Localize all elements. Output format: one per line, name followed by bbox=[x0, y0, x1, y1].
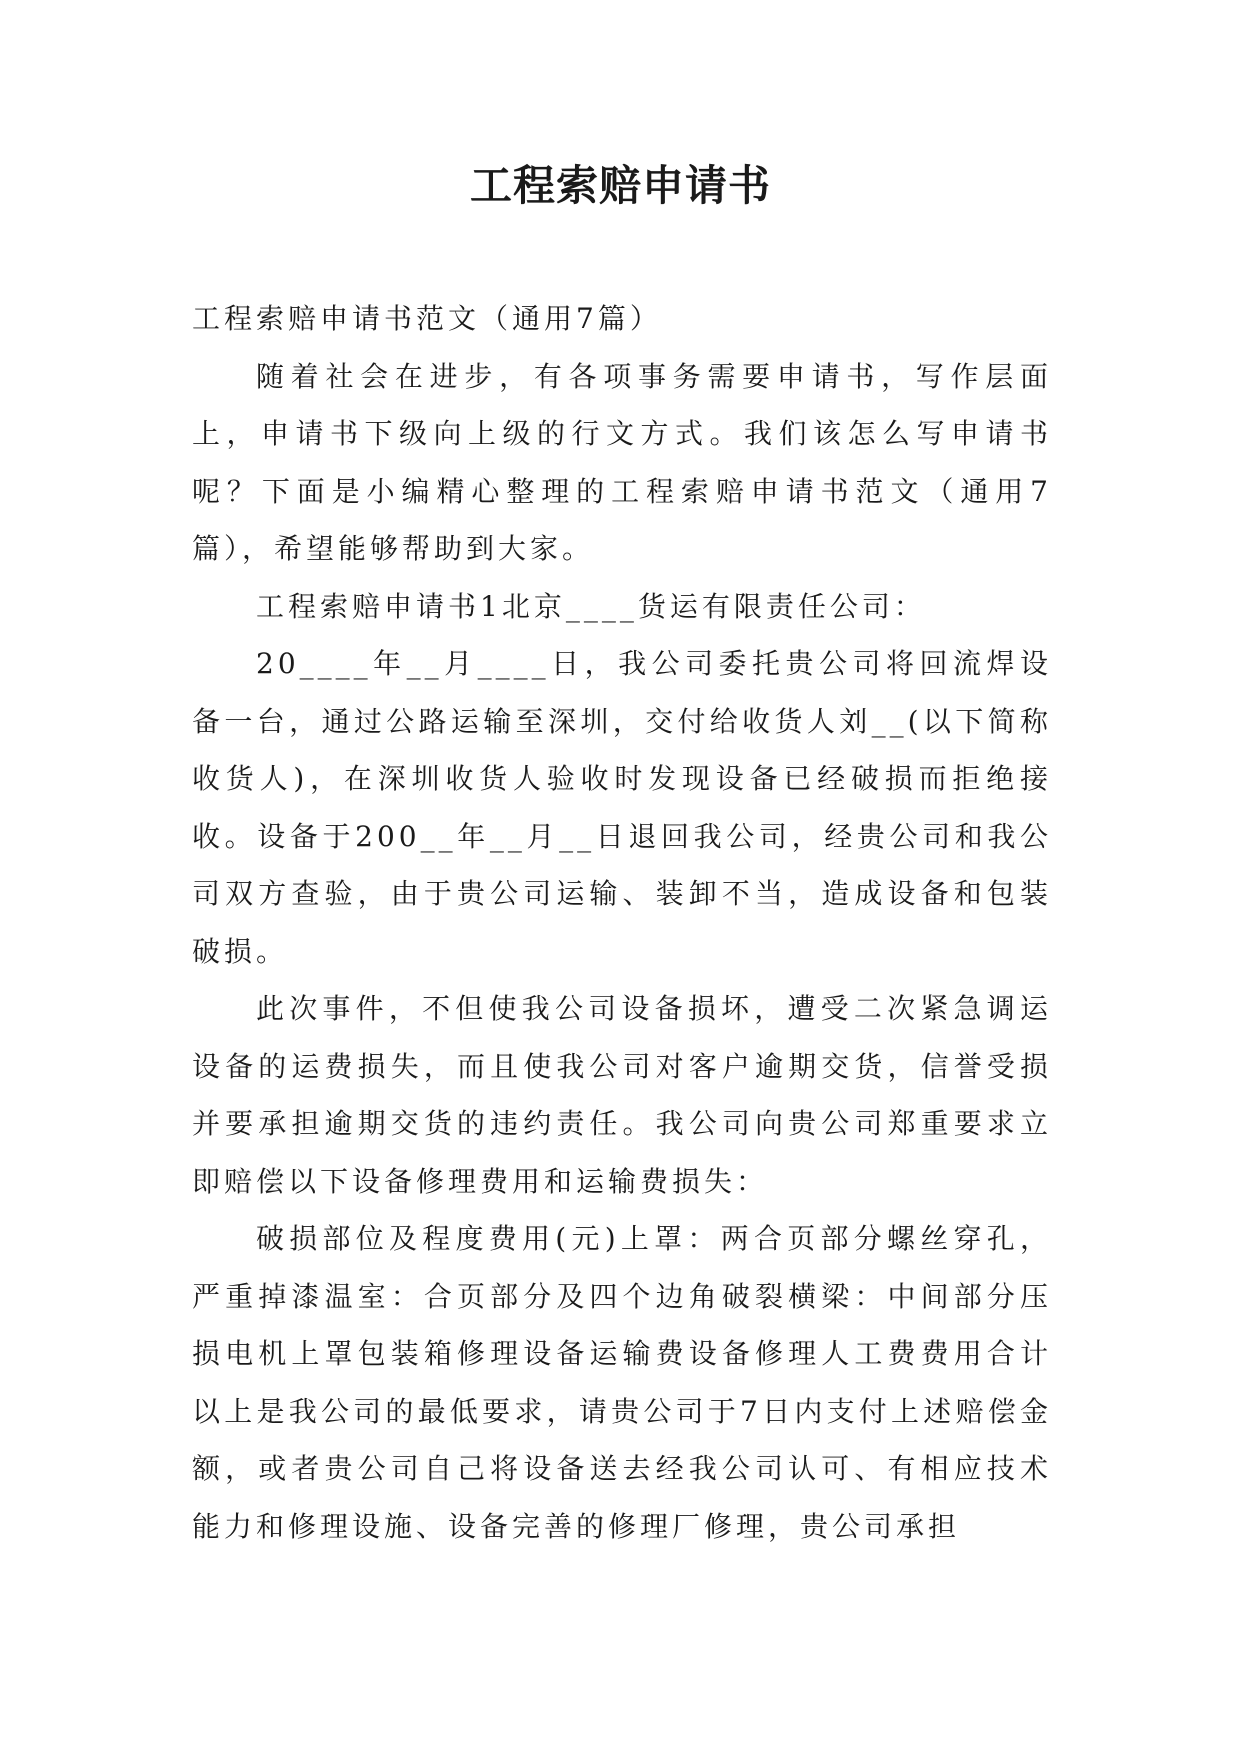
paragraph-subtitle: 工程索赔申请书范文（通用7篇） bbox=[192, 302, 662, 335]
paragraph-incident: 20____年__月____日，我公司委托贵公司将回流焊设备一台，通过公路运输至深圳，交付给收货人刘__(以下简称收货人)，在深圳收货人验收时发现设备已经破损而拒绝接收。设备于200__年__月__日退回我公司，经贵公司和我公司双方查验，由于贵公司运输、装卸不当，造成设备和包装破损。 bbox=[192, 647, 1052, 968]
paragraph-consequence: 此次事件，不但使我公司设备损坏，遭受二次紧急调运设备的运费损失，而且使我公司对客户逾期交货，信誉受损并要承担逾期交货的违约责任。我公司向贵公司郑重要求立即赔偿以下设备修理费用和运输费损失： bbox=[192, 992, 1052, 1198]
document-body bbox=[192, 290, 1052, 1555]
paragraph-damage-details: 破损部位及程度费用(元)上罩：两合页部分螺丝穿孔，严重掉漆温室：合页部分及四个边角破裂横梁：中间部分压损电机上罩包装箱修理设备运输费设备修理人工费费用合计以上是我公司的最低要求，请贵公司于7日内支付上述赔偿金额，或者贵公司自己将设备送去经我公司认可、有相应技术能力和修理设施、设备完善的修理厂修理，贵公司承担 bbox=[192, 1222, 1052, 1543]
document-title: 工程索赔申请书 bbox=[469, 161, 771, 210]
paragraph-intro: 随着社会在进步，有各项事务需要申请书，写作层面上，申请书下级向上级的行文方式。我们该怎么写申请书呢？下面是小编精心整理的工程索赔申请书范文（通用7篇），希望能够帮助到大家。 bbox=[192, 359, 1052, 565]
paragraph-addressee: 工程索赔申请书1北京____货运有限责任公司： bbox=[256, 589, 926, 623]
